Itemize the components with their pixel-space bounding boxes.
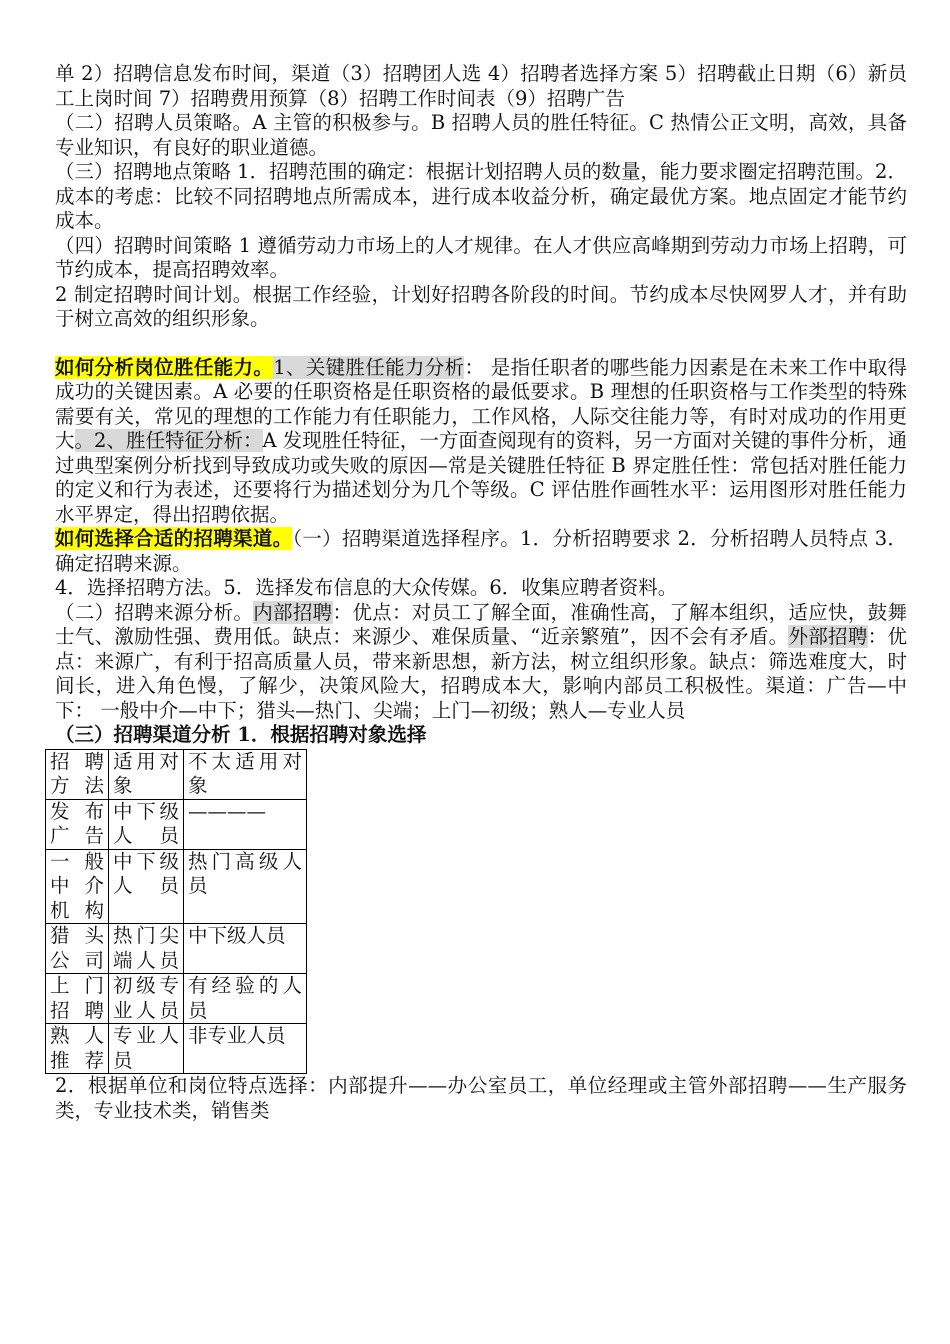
external-recruit-label: 外部招聘: [788, 625, 868, 648]
table-cell-suitable: 专业人员: [109, 1024, 184, 1074]
paragraph-unit-position: 2．根据单位和岗位特点选择：内部提升——办公室员工，单位经理或主管外部招聘——生产服务类，专业技术类，销售类: [55, 1074, 907, 1122]
recruit-channel-table: [45, 749, 307, 1075]
table-row: [46, 924, 307, 974]
table-cell-unsuitable: 非专业人员: [184, 1024, 307, 1074]
source-analysis-prefix: （二）招聘来源分析。: [55, 600, 254, 624]
table-cell-method: 发布广告: [46, 799, 109, 849]
table-header-row: [46, 749, 307, 799]
competency-heading: 如何分析岗位胜任能力。: [55, 355, 274, 379]
competency-feature-label: 。2、胜任特征分析：: [74, 429, 263, 452]
key-competency-text: ： 是指任职者的哪些能力因素是在未来工作中取得成功的关键因素。A 必要的任职资格是任职资格的最低要求。B 理想的任职资格与工作类型的特殊需要有关，常见的理想的工作能力有任职能力，工作风格，人际交往能力等，有时对成功的作用更大: [55, 355, 907, 452]
paragraph-time-plan: 2 制定招聘时间计划。根据工作经验，计划好招聘各阶段的时间。节约成本尽快网罗人才，并有助于树立高效的组织形象。: [55, 282, 907, 330]
competency-feature-text: A 发现胜任特征，一方面查阅现有的资料，另一方面对关键的事件分析，通过典型案例分析找到导致成功或失败的原因—常是关键胜任特征 B 界定胜任性：常包括对胜任能力的定义和行为表述，还要将行为描述划分为几个等级。C 评估胜作画牲水平：运用图形对胜任能力水平界定，得出招聘依据。: [55, 429, 907, 526]
table-cell-suitable: 中下级人员: [109, 799, 184, 849]
table-cell-unsuitable: 中下级人员: [184, 924, 307, 974]
channel-analysis-heading: （三）招聘渠道分析 1．根据招聘对象选择: [55, 723, 427, 746]
paragraph-location-strategy: （三）招聘地点策略 1．招聘范围的确定：根据计划招聘人员的数量，能力要求圈定招聘范围。2．成本的考虑：比较不同招聘地点所需成本，进行成本收益分析，确定最优方案。地点固定才能节约成本。: [55, 160, 907, 232]
channel-procedure-text: （一）招聘渠道选择程序。1．分析招聘要求 2．分析招聘人员特点 3．确定招聘来源。: [55, 527, 907, 575]
table-cell-unsuitable: ————: [184, 799, 307, 849]
table-cell-suitable: 中下级人员: [109, 849, 184, 924]
table-header-cell: 不太适用对象: [184, 749, 307, 799]
channel-section: [55, 527, 907, 576]
competency-section: [55, 356, 907, 528]
channel-procedure-continued: 4．选择招聘方法。5．选择发布信息的大众传媒。6．收集应聘者资料。: [55, 576, 678, 599]
table-row: [46, 1024, 307, 1074]
table-cell-method: 上门招聘: [46, 974, 109, 1024]
source-analysis: [55, 601, 907, 724]
table-cell-unsuitable: 热门高级人员: [184, 849, 307, 924]
table-row: [46, 849, 307, 924]
paragraph-staff-strategy: （二）招聘人员策略。A 主管的积极参与。B 招聘人员的胜任特征。C 热情公正文明，高效，具备专业知识，有良好的职业道德。: [55, 111, 907, 159]
channel-heading: 如何选择合适的招聘渠道。: [55, 527, 293, 550]
table-cell-suitable: 热门尖端人员: [109, 924, 184, 974]
table-header-cell: 招聘方法: [46, 749, 109, 799]
document-page: [50, 62, 907, 1123]
table-cell-method: 猎头公司: [46, 924, 109, 974]
paragraph-time-strategy: （四）招聘时间策略 1 遵循劳动力市场上的人才规律。在人才供应高峰期到劳动力市场上招聘，可节约成本，提高招聘效率。: [55, 233, 907, 281]
table-row: [46, 974, 307, 1024]
key-competency-label: 1、关键胜任能力分析: [273, 355, 465, 379]
table-cell-method: 一般中介机构: [46, 849, 109, 924]
internal-recruit-text: ：优点：对员工了解全面，准确性高，了解本组织，适应快，鼓舞士气、激励性强、费用低。缺点：来源少、难保质量、“近亲繁殖”，因不会有矛盾。: [55, 600, 907, 648]
paragraph-recruit-plan: 单 2）招聘信息发布时间，渠道（3）招聘团人选 4）招聘者选择方案 5）招聘截止日期（6）新员工上岗时间 7）招聘费用预算（8）招聘工作时间表（9）招聘广告: [55, 62, 907, 110]
table-row: [46, 799, 307, 849]
table-cell-method: 熟人推荐: [46, 1024, 109, 1074]
table-cell-unsuitable: 有经验的人员: [184, 974, 307, 1024]
table-cell-suitable: 初级专业人员: [109, 974, 184, 1024]
table-header-cell: 适用对象: [109, 749, 184, 799]
internal-recruit-label: 内部招聘: [253, 600, 333, 624]
external-recruit-text: ：优点：来源广，有利于招高质量人员，带来新思想，新方法，树立组织形象。缺点：筛选难度大，时间长，进入角色慢，了解少，决策风险大，招聘成本大，影响内部员工积极性。渠道：广告—中下： 一般中介—中下；猎头—热门、尖端；上门—初级；熟人—专业人员: [55, 625, 907, 722]
